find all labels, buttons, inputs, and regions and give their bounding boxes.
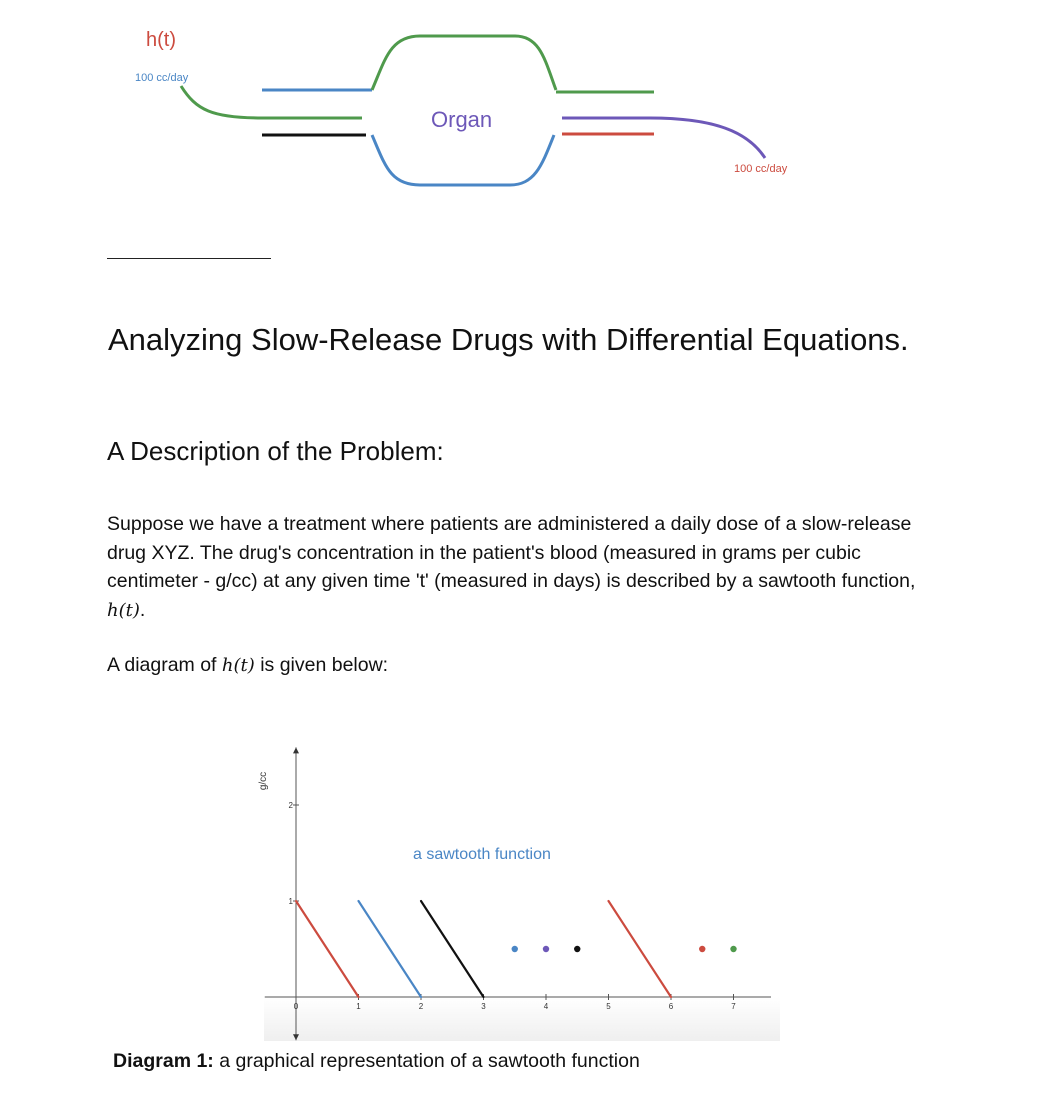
- outflow-curve: [562, 118, 765, 158]
- x-tick-label: 2: [418, 1002, 424, 1011]
- inflow-rate-label: 100 cc/day: [135, 72, 189, 84]
- diagram-intro-end: is given below:: [254, 654, 389, 676]
- ellipsis-point: [730, 946, 736, 952]
- sawtooth-segment: [296, 901, 359, 997]
- problem-paragraph: [107, 510, 947, 625]
- y-tick-label: 2: [288, 801, 293, 810]
- sawtooth-segment: [609, 901, 672, 997]
- x-tick-label: 1: [356, 1002, 361, 1011]
- x-tick-label: 4: [543, 1002, 549, 1011]
- outflow-rate-label: 100 cc/day: [734, 163, 788, 175]
- function-label: h(t): [146, 29, 176, 51]
- diagram-caption: [113, 1050, 640, 1073]
- y-tick-label: 1: [288, 897, 293, 906]
- ellipsis-point: [512, 946, 518, 952]
- x-tick-label: 0: [293, 1002, 299, 1011]
- ellipsis-point: [543, 946, 549, 952]
- ellipsis-point: [699, 946, 705, 952]
- y-axis-label: g/cc: [258, 771, 269, 791]
- organ-label: Organ: [431, 107, 493, 132]
- document-title: Analyzing Slow-Release Drugs with Differential Equations.: [108, 322, 909, 357]
- diagram-intro-start: A diagram of: [107, 654, 222, 676]
- function-symbol: h(t): [107, 599, 140, 621]
- sawtooth-segment: [359, 901, 422, 997]
- x-tick-label: 7: [731, 1002, 736, 1011]
- below-axis-shade: [264, 997, 780, 1041]
- organ-bottom-wall: [372, 135, 554, 185]
- section-heading: A Description of the Problem:: [107, 436, 444, 466]
- sawtooth-segment: [421, 901, 484, 997]
- x-tick-label: 3: [481, 1002, 486, 1011]
- sawtooth-chart: [250, 735, 790, 1045]
- caption-label: Diagram 1:: [113, 1050, 214, 1072]
- x-tick-label: 5: [606, 1002, 611, 1011]
- ellipsis-point: [574, 946, 580, 952]
- separator-line: [107, 258, 271, 259]
- x-tick-label: 6: [668, 1002, 674, 1011]
- paragraph-end: .: [139, 598, 146, 621]
- annotation-label: a sawtooth function: [413, 846, 551, 863]
- paragraph-text: Suppose we have a treatment where patients are administered a daily dose of a slow-release drug XYZ. The drug's concentration in the patient's blood (measured in grams per cubic centimeter - g/cc) at any given time 't' (measured in days) is described by a sawtooth function,: [107, 513, 916, 592]
- caption-text: a graphical representation of a sawtooth function: [213, 1050, 640, 1072]
- organ-top-wall: [372, 36, 556, 90]
- organ-flow-diagram: [0, 0, 1063, 230]
- diagram-intro: [107, 654, 388, 677]
- y-axis-arrow-up: [293, 747, 299, 753]
- diagram-intro-symbol: h(t): [221, 655, 255, 676]
